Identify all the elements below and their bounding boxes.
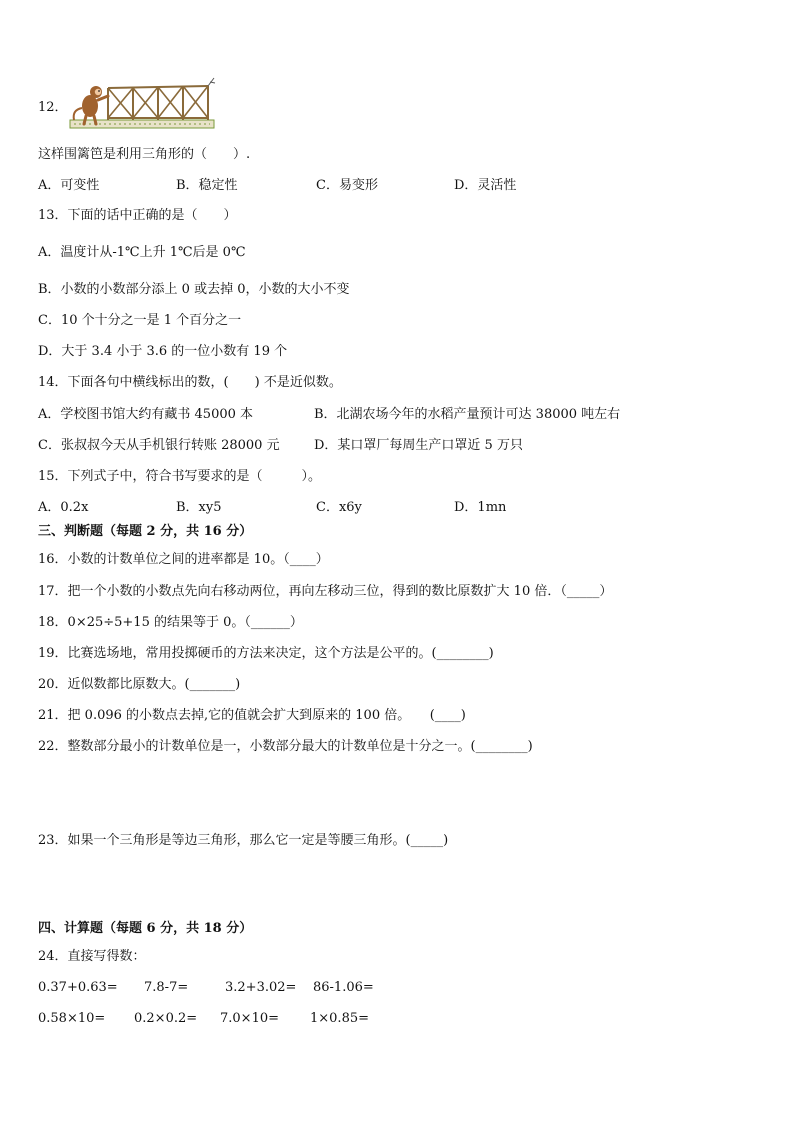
question-15-option-c: C．x6y bbox=[316, 500, 362, 515]
question-12-number: 12． bbox=[38, 100, 68, 115]
question-14-option-b: B．北湖农场今年的水稻产量预计可达 38000 吨左右 bbox=[314, 407, 621, 422]
question-18: 18．0×25÷5+15 的结果等于 0。（______） bbox=[38, 615, 303, 630]
question-24-stem: 24．直接写得数： bbox=[38, 949, 146, 964]
question-21: 21．把 0.096 的小数点去掉,它的值就会扩大到原来的 100 倍。 (____) bbox=[38, 708, 466, 723]
question-12-stem: 这样围篱笆是利用三角形的（ ）. bbox=[38, 147, 251, 162]
calc-item: 0.2×0.2= bbox=[134, 1011, 198, 1026]
question-15-option-a: A．0.2x bbox=[38, 500, 89, 515]
question-19: 19．比赛选场地，常用投掷硬币的方法来决定，这个方法是公平的。(________) bbox=[38, 646, 494, 661]
question-13-stem: 13．下面的话中正确的是（ ） bbox=[38, 208, 237, 223]
question-16: 16．小数的计数单位之间的进率都是 10。（____） bbox=[38, 552, 329, 567]
question-12-option-b: B．稳定性 bbox=[176, 178, 238, 193]
question-12-option-a: A．可变性 bbox=[38, 178, 100, 193]
question-17: 17．把一个小数的小数点先向右移动两位，再向左移动三位，得到的数比原数扩大 10 倍．（_____） bbox=[38, 584, 613, 599]
section-4-title: 四、计算题（每题 6 分，共 18 分） bbox=[38, 921, 253, 936]
question-13-option-d: D．大于 3.4 小于 3.6 的一位小数有 19 个 bbox=[38, 344, 288, 359]
question-14-option-a: A．学校图书馆大约有藏书 45000 本 bbox=[38, 407, 254, 422]
calc-item: 7.0×10= bbox=[220, 1011, 280, 1026]
question-14-stem: 14．下面各句中横线标出的数，( ) 不是近似数。 bbox=[38, 375, 342, 390]
calc-item: 7.8-7= bbox=[144, 980, 189, 995]
question-13-option-b: B．小数的小数部分添上 0 或去掉 0，小数的大小不变 bbox=[38, 282, 350, 297]
question-15-option-d: D．1mn bbox=[454, 500, 507, 515]
question-15-option-b: B．xy5 bbox=[176, 500, 222, 515]
question-13-option-c: C．10 个十分之一是 1 个百分之一 bbox=[38, 313, 242, 328]
calc-item: 1×0.85= bbox=[310, 1011, 370, 1026]
calc-item: 0.58×10= bbox=[38, 1011, 106, 1026]
question-13-option-a: A．温度计从-1℃上升 1℃后是 0℃ bbox=[38, 245, 246, 260]
question-20: 20．近似数都比原数大。(_______) bbox=[38, 677, 241, 692]
question-22: 22．整数部分最小的计数单位是一，小数部分最大的计数单位是十分之一。(________) bbox=[38, 739, 533, 754]
section-3-title: 三、判断题（每题 2 分，共 16 分） bbox=[38, 524, 253, 539]
calc-item: 0.37+0.63= bbox=[38, 980, 118, 995]
question-15-stem: 15．下列式子中，符合书写要求的是（ ）。 bbox=[38, 469, 322, 484]
calc-item: 86-1.06= bbox=[313, 980, 374, 995]
question-14-option-d: D．某口罩厂每周生产口罩近 5 万只 bbox=[314, 438, 523, 453]
question-23: 23．如果一个三角形是等边三角形，那么它一定是等腰三角形。(_____) bbox=[38, 833, 449, 848]
calc-item: 3.2+3.02= bbox=[225, 980, 297, 995]
fence-illustration-icon bbox=[68, 74, 216, 132]
question-14-option-c: C．张叔叔今天从手机银行转账 28000 元 bbox=[38, 438, 280, 453]
question-12-option-d: D．灵活性 bbox=[454, 178, 517, 193]
question-12-option-c: C．易变形 bbox=[316, 178, 378, 193]
